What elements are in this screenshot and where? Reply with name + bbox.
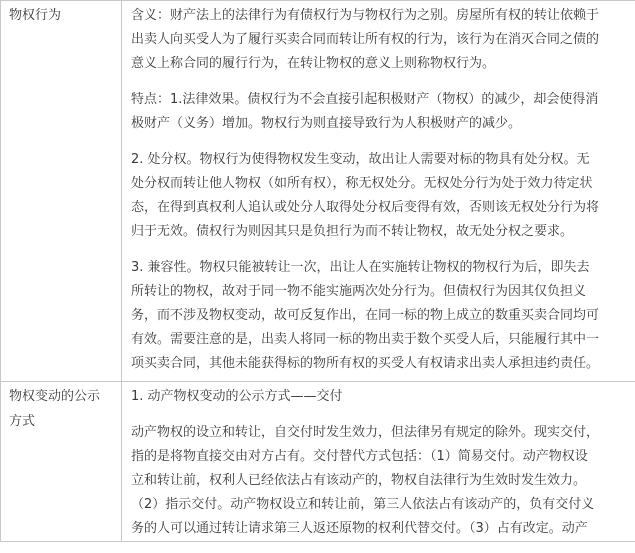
text-line: 归于无效。债权行为则因其只是负担行为而不转让物权，故无处分权之要求。 [131, 224, 574, 239]
term-cell [1, 1, 122, 382]
text-line: 指的是将物直接交由对方占有。交付替代方式包括：（1）简易交付。动产物权设 [131, 449, 588, 464]
text-line: 1. 动产物权变动的公示方式——交付 [131, 389, 343, 404]
term-cell [1, 382, 122, 542]
text-line: 特点：1.法律效果。债权行为不会直接引起积极财产（物权）的减少，却会使得消 [131, 92, 599, 107]
text-line: 立和转让前，权利人已经依法占有该动产的，物权自法律行为生效时发生效力。 [131, 473, 587, 488]
term-label-line: 方式 [9, 414, 36, 429]
term-label: 物权行为 [9, 8, 62, 23]
paragraph-features [131, 88, 635, 136]
text-line: 出卖人向买受人为了履行买卖合同而转让所有权的行为，该行为在消灭合同之债的 [131, 32, 600, 47]
table-row-publicity [1, 382, 635, 542]
text-line: 有效。需要注意的是，出卖人将同一标的物出卖于数个买受人后，只能履行其中一 [131, 332, 600, 347]
text-line: 务的人可以通过转让请求第三人返还原物的权利代替交付。（3）占有改定。动产 [131, 521, 588, 536]
text-line: 2. 处分权。物权行为使得物权发生变动，故出让人需要对标的物具有处分权。无 [131, 152, 590, 167]
text-line: 动产物权的设立和转让，自交付时发生效力，但法律另有规定的除外。现实交付， [131, 425, 600, 440]
paragraph-heading [131, 385, 635, 409]
definition-cell [122, 382, 635, 542]
text-line: 极财产（义务）增加。物权行为则直接导致行为人积极财产的减少。 [131, 116, 522, 131]
paragraph-compatibility [131, 256, 635, 376]
text-line: 含义：财产法上的法律行为有债权行为与物权行为之别。房屋所有权的转让依赖于 [131, 8, 600, 23]
text-line: 态，在得到真权利人追认或处分人取得处分权后变得有效，否则该无权处分行为将 [131, 200, 600, 215]
text-line: 项买卖合同，其他未能获得标的物所有权的买受人有权请求出卖人承担违约责任。 [131, 356, 600, 371]
paragraph-disposal-right [131, 148, 635, 244]
text-line: 意义上称合同的履行行为，在转让物权的意义上则称物权行为。 [131, 56, 496, 71]
text-line: 所转让的物权，故对于同一物不能实施两次处分行为。但债权行为因其仅负担义 [131, 284, 587, 299]
term-label-line: 物权变动的公示 [9, 389, 101, 404]
text-line: 处分权而转让他人物权（如所有权），称无权处分。无权处分行为处于效力待定状 [131, 176, 593, 191]
text-line: 3. 兼容性。物权只能被转让一次，出让人在实施转让物权的物权行为后，即失去 [131, 260, 590, 275]
table-row-property-act [1, 1, 635, 382]
paragraph-definition [131, 4, 635, 76]
text-line: （2）指示交付。动产物权设立和转让前，第三人依法占有该动产的，负有交付义 [131, 497, 595, 512]
paragraph-delivery [131, 421, 635, 541]
definition-cell [122, 1, 635, 382]
text-line: 务，而不涉及物权变动，故可反复作出，在同一标的物上成立的数重买卖合同均可 [131, 308, 600, 323]
